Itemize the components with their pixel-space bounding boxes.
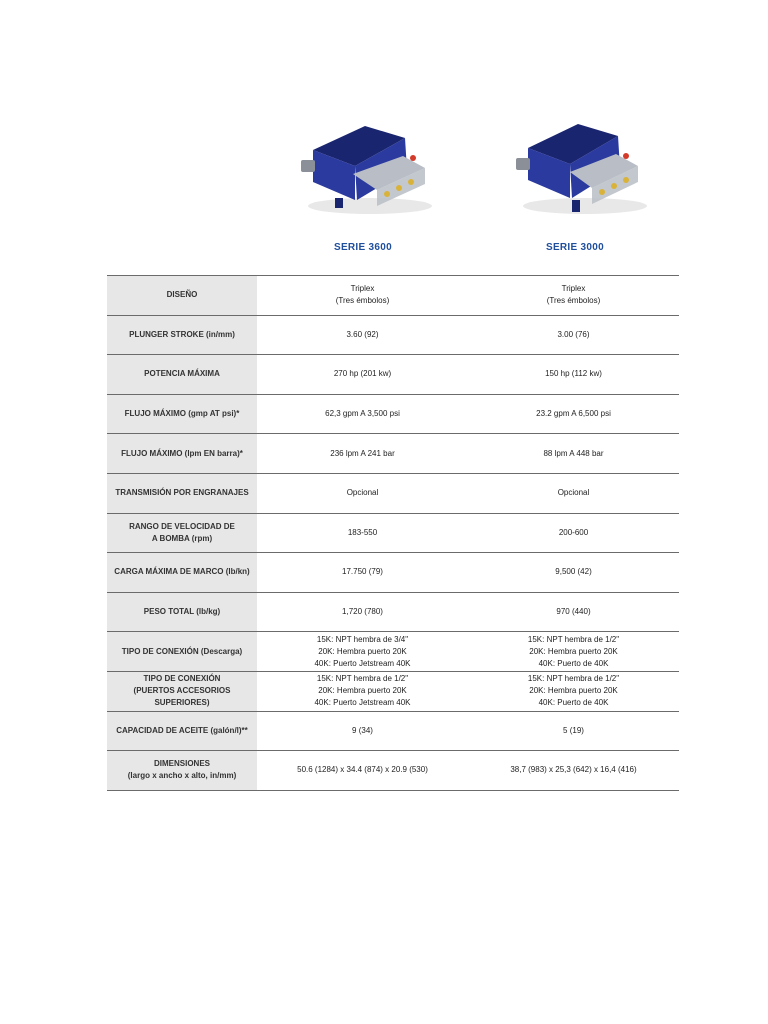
- spec-label: [107, 513, 257, 553]
- spec-value-3600: [257, 394, 468, 434]
- spec-label: [107, 553, 257, 593]
- table-row: [107, 513, 679, 553]
- spec-label-line: CAPACIDAD DE ACEITE (galón/l)**: [116, 725, 248, 735]
- spec-value-3600: [257, 276, 468, 316]
- spec-label-line: PLUNGER STROKE (in/mm): [129, 329, 235, 339]
- spec-value-3000-line: 40K: Puerto de 40K: [538, 698, 609, 708]
- spec-value-3600: [257, 751, 468, 791]
- spec-value-3000: [468, 473, 679, 513]
- spec-value-3600: [257, 671, 468, 711]
- spec-value-3600-line: 40K: Puerto Jetstream 40K: [314, 658, 411, 668]
- spec-value-3600: [257, 553, 468, 593]
- spec-value-3000-line: 88 lpm A 448 bar: [543, 448, 604, 458]
- spec-label: [107, 632, 257, 672]
- spec-value-3600-line: 236 lpm A 241 bar: [330, 448, 395, 458]
- spec-label-line: POTENCIA MÁXIMA: [144, 369, 220, 379]
- spec-label: [107, 276, 257, 316]
- spec-value-3000-line: 200-600: [558, 527, 589, 537]
- spec-value-3600: [257, 632, 468, 672]
- table-row: [107, 473, 679, 513]
- spec-label-line: FLUJO MÁXIMO (gmp AT psi)*: [124, 409, 240, 419]
- spec-value-3000-line: 40K: Puerto de 40K: [538, 658, 609, 668]
- spec-value-3000: [468, 711, 679, 751]
- table-row: [107, 355, 679, 395]
- spec-value-3600-line: 15K: NPT hembra de 1/2": [316, 674, 409, 684]
- spec-label-line: TIPO DE CONEXIÓN (Descarga): [121, 646, 243, 656]
- spec-value-3600: [257, 434, 468, 474]
- spec-label: [107, 592, 257, 632]
- spec-value-3600: [257, 473, 468, 513]
- spec-value-3000-line: 23.2 gpm A 6,500 psi: [536, 409, 611, 419]
- spec-value-3600: [257, 592, 468, 632]
- table-row: [107, 632, 679, 672]
- spec-value-3000-line: 38,7 (983) x 25,3 (642) x 16,4 (416): [510, 765, 637, 775]
- spec-label: [107, 394, 257, 434]
- spec-label: [107, 671, 257, 711]
- spec-label-line: TRANSMISIÓN POR ENGRANAJES: [115, 488, 249, 498]
- spec-value-3600-line: 17.750 (79): [342, 567, 383, 577]
- spec-value-3600-line: 62,3 gpm A 3,500 psi: [325, 409, 400, 419]
- spec-value-3000-line: 970 (440): [556, 607, 591, 617]
- spec-value-3000: [468, 553, 679, 593]
- table-row: [107, 592, 679, 632]
- spec-value-3000: [468, 632, 679, 672]
- pump-3600-image: [295, 108, 435, 218]
- spec-value-3000-line: Opcional: [557, 488, 590, 498]
- spec-label: [107, 434, 257, 474]
- spec-value-3600: [257, 315, 468, 355]
- spec-value-3000: [468, 276, 679, 316]
- spec-value-3600-line: 270 hp (201 kw): [333, 369, 392, 379]
- spec-value-3600-line: (Tres émbolos): [335, 296, 390, 306]
- spec-value-3600-line: 1,720 (780): [342, 607, 383, 617]
- spec-value-3000-line: 15K: NPT hembra de 1/2": [527, 634, 620, 644]
- spec-value-3600: [257, 513, 468, 553]
- spec-label: [107, 751, 257, 791]
- spec-value-3000-line: (Tres émbolos): [546, 296, 601, 306]
- spec-value-3000: [468, 671, 679, 711]
- table-row: [107, 434, 679, 474]
- spec-label-line: DIMENSIONES: [153, 759, 210, 769]
- spec-label-line: FLUJO MÁXIMO (lpm EN barra)*: [121, 448, 243, 458]
- table-row: [107, 315, 679, 355]
- spec-label-line: A BOMBA (rpm): [151, 533, 213, 543]
- pump-3000-image: [510, 108, 650, 218]
- spec-label-line: TIPO DE CONEXIÓN: [143, 674, 221, 684]
- spec-value-3600-line: 20K: Hembra puerto 20K: [318, 686, 407, 696]
- spec-value-3600-line: 183-550: [347, 527, 378, 537]
- spec-value-3000-line: 150 hp (112 kw): [545, 369, 602, 379]
- spec-label-line: PESO TOTAL (lb/kg): [143, 607, 221, 617]
- spec-value-3000-line: 20K: Hembra puerto 20K: [529, 686, 618, 696]
- spec-value-3600-line: 9 (34): [352, 725, 373, 735]
- spec-value-3000: [468, 355, 679, 395]
- spec-label: [107, 355, 257, 395]
- spec-value-3000: [468, 315, 679, 355]
- spec-value-3600-line: 15K: NPT hembra de 3/4": [316, 634, 409, 644]
- spec-value-3000: [468, 394, 679, 434]
- spec-value-3000: [468, 434, 679, 474]
- spec-label: [107, 711, 257, 751]
- spec-value-3600: [257, 355, 468, 395]
- table-row: [107, 671, 679, 711]
- spec-value-3600-line: 20K: Hembra puerto 20K: [318, 646, 407, 656]
- spec-label-line: RANGO DE VELOCIDAD DE: [129, 521, 235, 531]
- spec-label-line: DISEÑO: [166, 290, 198, 300]
- table-row: [107, 751, 679, 791]
- spec-label: [107, 473, 257, 513]
- spec-value-3600-line: 50.6 (1284) x 34.4 (874) x 20.9 (530): [297, 765, 428, 775]
- spec-label: [107, 315, 257, 355]
- spec-value-3000-line: 20K: Hembra puerto 20K: [529, 646, 618, 656]
- spec-value-3600-line: 3.60 (92): [346, 329, 379, 339]
- spec-value-3000-line: Triplex: [561, 284, 586, 294]
- spec-value-3600: [257, 711, 468, 751]
- spec-value-3000-line: 9,500 (42): [555, 567, 592, 577]
- spec-value-3000: [468, 592, 679, 632]
- table-row: [107, 553, 679, 593]
- spec-label-line: (PUERTOS ACCESORIOS SUPERIORES): [133, 686, 231, 708]
- pump-shaft: [301, 160, 315, 172]
- spec-value-3000-line: 5 (19): [563, 725, 584, 735]
- spec-value-3000-line: 3.00 (76): [557, 329, 590, 339]
- table-row: [107, 394, 679, 434]
- spec-label-line: CARGA MÁXIMA DE MARCO (lb/kn): [114, 567, 250, 577]
- spec-value-3000-line: 15K: NPT hembra de 1/2": [527, 674, 620, 684]
- spec-value-3600-line: Opcional: [346, 488, 379, 498]
- series-3600-title: SERIE 3600: [333, 242, 393, 253]
- spec-value-3000: [468, 513, 679, 553]
- spec-value-3600-line: Triplex: [350, 284, 375, 294]
- series-3000-title: SERIE 3000: [545, 242, 605, 253]
- spec-value-3600-line: 40K: Puerto Jetstream 40K: [314, 698, 411, 708]
- spec-label-line: (largo x ancho x alto, in/mm): [127, 771, 237, 781]
- specs-table: [107, 275, 679, 791]
- table-row: [107, 711, 679, 751]
- table-row: [107, 276, 679, 316]
- spec-value-3000: [468, 751, 679, 791]
